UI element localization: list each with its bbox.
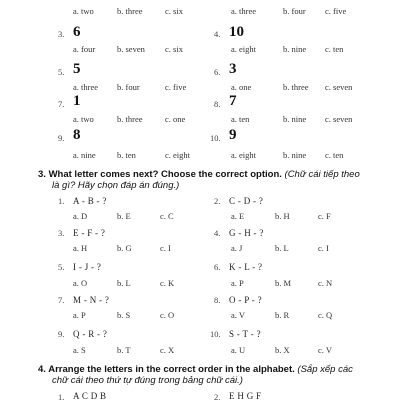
option-c: c. I: [318, 243, 329, 253]
question-number: 2.: [214, 392, 221, 402]
question-number: 6.: [214, 262, 221, 272]
question-number: 10.: [210, 329, 221, 339]
option-b: b. X: [275, 345, 290, 355]
option-a: a. P: [73, 310, 86, 320]
question-number: 7.: [58, 295, 65, 305]
option-c: c. six: [165, 44, 183, 54]
option-c: c. K: [160, 278, 175, 288]
option-b: b. nine: [283, 114, 307, 124]
section-title-vi-cont: là gì? Hãy chọn đáp án đúng.): [52, 180, 180, 191]
question-number: 6.: [214, 67, 221, 77]
option-c: c. O: [160, 310, 175, 320]
letter-sequence: Q - R - ?: [73, 329, 108, 339]
section-number: 3.: [38, 169, 46, 180]
option-b: b. H: [275, 211, 290, 221]
question-number: 3.: [58, 29, 65, 39]
option-b: b. three: [283, 82, 309, 92]
option-c: c. six: [165, 6, 183, 16]
option-a: a. U: [231, 345, 246, 355]
option-a: a. two: [73, 6, 94, 16]
question-number: 2.: [214, 196, 221, 206]
option-b: b. seven: [117, 44, 145, 54]
option-a: a. nine: [73, 150, 96, 160]
number-value: 5: [73, 61, 81, 77]
option-c: c. five: [325, 6, 347, 16]
letter-sequence: G - H - ?: [229, 228, 264, 238]
option-b: b. T: [117, 345, 131, 355]
option-a: a. O: [73, 278, 88, 288]
option-b: b. four: [117, 82, 140, 92]
option-c: c. N: [318, 278, 333, 288]
number-value: 9: [229, 127, 237, 143]
question-number: 7.: [58, 99, 65, 109]
option-a: a. two: [73, 114, 94, 124]
option-a: a. ten: [231, 114, 250, 124]
letter-sequence: S - T - ?: [229, 329, 261, 339]
option-b: b. nine: [283, 44, 307, 54]
option-b: b. M: [275, 278, 292, 288]
letter-sequence: M - N - ?: [73, 295, 110, 305]
section-title: Arrange the letters in the correct order in the alphabet.: [48, 364, 295, 375]
letter-sequence: I - J - ?: [73, 262, 102, 272]
letter-sequence: K - L - ?: [229, 262, 263, 272]
question-number: 5.: [58, 262, 65, 272]
option-b: b. S: [117, 310, 131, 320]
section-title-vi-cont: chữ cái theo thứ tự đúng trong bảng chữ cái.): [52, 375, 243, 386]
option-a: a. P: [231, 278, 244, 288]
question-number: 10.: [210, 133, 221, 143]
section-number: 4.: [38, 364, 46, 375]
option-a: a. E: [231, 211, 245, 221]
option-b: b. L: [117, 278, 131, 288]
number-value: 10: [229, 24, 244, 40]
option-a: a. three: [231, 6, 257, 16]
option-a: a. one: [231, 82, 252, 92]
number-value: 1: [73, 93, 81, 109]
option-c: c. eight: [165, 150, 191, 160]
option-a: a. S: [73, 345, 86, 355]
option-a: a. D: [73, 211, 88, 221]
option-b: b. R: [275, 310, 290, 320]
section-title-vi: (Chữ cái tiếp theo: [284, 169, 360, 180]
question-number: 1.: [58, 392, 65, 402]
option-b: b. four: [283, 6, 306, 16]
number-value: 6: [73, 24, 81, 40]
section-4-heading: [38, 364, 353, 386]
option-c: c. Q: [318, 310, 333, 320]
option-c: c. seven: [325, 114, 353, 124]
letter-sequence: A - B - ?: [73, 196, 107, 206]
letter-group: A C D B: [73, 391, 107, 401]
option-a: a. eight: [231, 150, 257, 160]
question-number: 9.: [58, 329, 65, 339]
option-a: a. three: [73, 82, 99, 92]
option-c: c. F: [318, 211, 331, 221]
option-b: b. nine: [283, 150, 307, 160]
option-c: c. X: [160, 345, 175, 355]
section-3-heading: [38, 169, 360, 191]
question-number: 4.: [214, 29, 221, 39]
option-c: c. five: [165, 82, 187, 92]
option-b: b. ten: [117, 150, 136, 160]
section-title: What letter comes next? Choose the correct option.: [48, 169, 282, 180]
question-number: 1.: [58, 196, 65, 206]
letter-sequence: O - P - ?: [229, 295, 262, 305]
option-c: c. ten: [325, 44, 344, 54]
option-b: b. L: [275, 243, 289, 253]
option-c: c. ten: [325, 150, 344, 160]
option-b: b. three: [117, 114, 143, 124]
question-number: 4.: [214, 228, 221, 238]
option-a: a. H: [73, 243, 88, 253]
option-a: a. four: [73, 44, 96, 54]
option-c: c. one: [165, 114, 186, 124]
letter-sequence: E - F - ?: [73, 228, 106, 238]
question-number: 3.: [58, 228, 65, 238]
question-number: 5.: [58, 67, 65, 77]
option-b: b. E: [117, 211, 131, 221]
option-c: c. C: [160, 211, 174, 221]
letter-group: E H G F: [229, 391, 262, 401]
letter-sequence: C - D - ?: [229, 196, 264, 206]
number-value: 3: [229, 61, 237, 77]
option-b: b. G: [117, 243, 132, 253]
question-number: 8.: [214, 295, 221, 305]
option-c: c. V: [318, 345, 333, 355]
option-a: a. eight: [231, 44, 257, 54]
option-c: c. I: [160, 243, 171, 253]
option-a: a. V: [231, 310, 246, 320]
section-title-vi: (Sắp xếp các: [297, 364, 353, 375]
number-value: 7: [229, 93, 237, 109]
option-b: b. three: [117, 6, 143, 16]
question-number: 8.: [214, 99, 221, 109]
question-number: 9.: [58, 133, 65, 143]
option-c: c. seven: [325, 82, 353, 92]
number-value: 8: [73, 127, 81, 143]
option-a: a. J: [231, 243, 243, 253]
